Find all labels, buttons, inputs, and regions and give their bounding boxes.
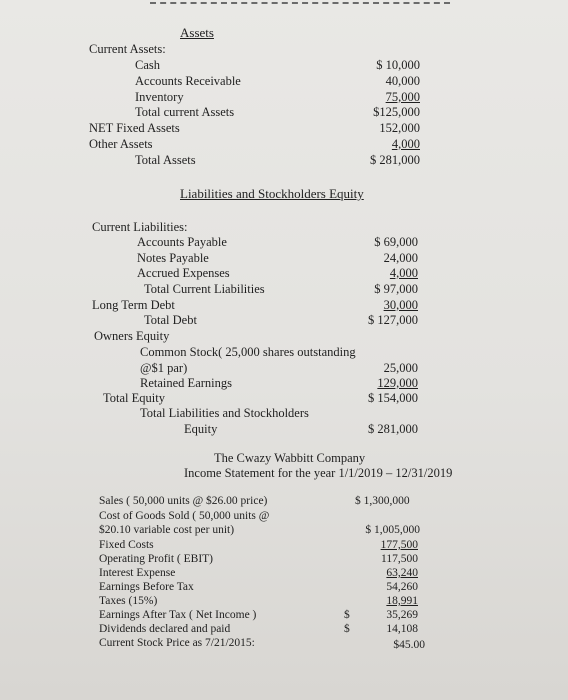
total-debt-value: $ 127,000 xyxy=(368,313,418,327)
assets-title: Assets xyxy=(180,25,214,40)
accrued-expenses-label: Accrued Expenses xyxy=(137,266,230,280)
total-current-assets-label: Total current Assets xyxy=(135,105,235,119)
common-stock-value: 25,000 xyxy=(383,361,418,375)
net-fixed-assets-label: NET Fixed Assets xyxy=(89,121,180,135)
cash-value: $ 10,000 xyxy=(376,58,420,72)
total-debt-label: Total Debt xyxy=(144,313,197,327)
owners-equity-label: Owners Equity xyxy=(94,329,170,343)
taxes-value: 18,991 xyxy=(386,595,418,607)
eat-dollar: $ xyxy=(344,609,350,621)
stock-price-value: $45.00 xyxy=(393,639,425,651)
inventory-value: 75,000 xyxy=(385,90,420,104)
ebit-value: 117,500 xyxy=(381,553,418,565)
cash-label: Cash xyxy=(135,58,160,72)
interest-expense-value: 63,240 xyxy=(386,567,418,579)
total-equity-label: Total Equity xyxy=(103,391,165,405)
total-assets-label: Total Assets xyxy=(135,153,196,167)
total-current-assets-value: $125,000 xyxy=(373,105,420,119)
stock-price-label: Current Stock Price as 7/21/2015: xyxy=(99,637,255,649)
current-assets-label: Current Assets: xyxy=(89,42,166,56)
long-term-debt-value: 30,000 xyxy=(383,298,418,312)
eat-value: 35,269 xyxy=(386,609,418,621)
fixed-costs-value: 177,500 xyxy=(380,539,418,551)
common-stock-line1: Common Stock( 25,000 shares outstanding xyxy=(140,345,356,359)
ebit-label: Operating Profit ( EBIT) xyxy=(99,553,214,565)
dividends-label: Dividends declared and paid xyxy=(99,623,231,635)
accounts-payable-label: Accounts Payable xyxy=(137,235,227,249)
notes-payable-value: 24,000 xyxy=(383,251,418,265)
net-fixed-assets-value: 152,000 xyxy=(379,121,420,135)
top-divider xyxy=(150,2,450,4)
other-assets-value: 4,000 xyxy=(391,137,420,151)
other-assets-label: Other Assets xyxy=(89,137,153,151)
common-stock-line2: @$1 par) xyxy=(140,361,188,375)
notes-payable-label: Notes Payable xyxy=(137,251,209,265)
eat-label: Earnings After Tax ( Net Income ) xyxy=(99,609,257,621)
cogs-value: $ 1,005,000 xyxy=(365,524,420,536)
retained-earnings-label: Retained Earnings xyxy=(140,376,232,390)
ebt-label: Earnings Before Tax xyxy=(99,581,194,593)
total-liabilities-value: $ 281,000 xyxy=(368,422,418,436)
total-current-liabilities-label: Total Current Liabilities xyxy=(144,282,265,296)
cogs-line1: Cost of Goods Sold ( 50,000 units @ xyxy=(99,510,270,522)
total-assets-value: $ 281,000 xyxy=(370,153,420,167)
ebt-value: 54,260 xyxy=(386,581,418,593)
taxes-label: Taxes (15%) xyxy=(99,595,158,607)
inventory-label: Inventory xyxy=(135,90,184,104)
fixed-costs-label: Fixed Costs xyxy=(99,539,154,551)
sales-value: $ 1,300,000 xyxy=(355,495,410,507)
total-current-liabilities-value: $ 97,000 xyxy=(374,282,418,296)
accounts-payable-value: $ 69,000 xyxy=(374,235,418,249)
accounts-receivable-value: 40,000 xyxy=(385,74,420,88)
income-statement-title: Income Statement for the year 1/1/2019 – 12/31/2019 xyxy=(184,466,453,480)
interest-expense-label: Interest Expense xyxy=(99,567,176,579)
accounts-receivable-label: Accounts Receivable xyxy=(135,74,241,88)
dividends-dollar: $ xyxy=(344,623,350,635)
sales-label: Sales ( 50,000 units @ $26.00 price) xyxy=(99,495,268,507)
total-equity-value: $ 154,000 xyxy=(368,391,418,405)
accrued-expenses-value: 4,000 xyxy=(389,266,418,280)
total-liabilities-line2: Equity xyxy=(184,422,218,436)
liabilities-title: Liabilities and Stockholders Equity xyxy=(180,186,364,201)
current-liabilities-label: Current Liabilities: xyxy=(92,220,188,234)
cogs-line2: $20.10 variable cost per unit) xyxy=(99,524,235,536)
dividends-value: 14,108 xyxy=(386,623,418,635)
retained-earnings-value: 129,000 xyxy=(377,376,418,390)
long-term-debt-label: Long Term Debt xyxy=(92,298,175,312)
total-liabilities-line1: Total Liabilities and Stockholders xyxy=(140,406,309,420)
company-name: The Cwazy Wabbitt Company xyxy=(214,451,366,465)
